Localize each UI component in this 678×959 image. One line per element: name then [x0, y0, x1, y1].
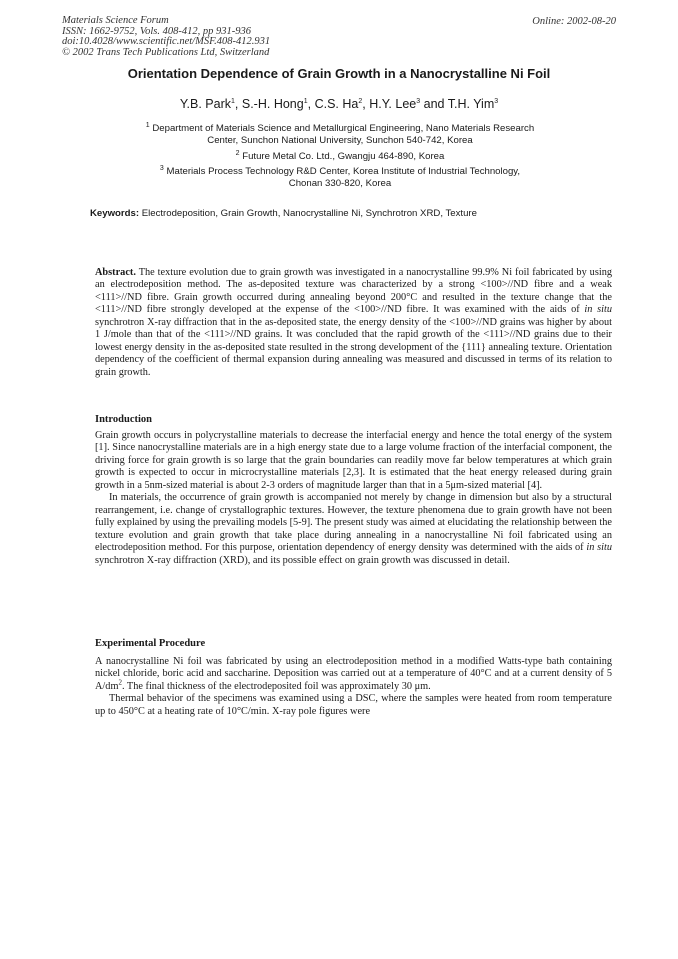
exp-text: A nanocrystalline Ni foil was fabricated by using an electrodeposition method in a modified Watts-type bath containing nickel chloride, boric acid and saccharine. Deposition was carried out at a temperature of 40°C and at a current density of 5 A/dm [95, 656, 612, 692]
introduction-body [95, 430, 612, 567]
affil-text: Chonan 330-820, Korea [288, 178, 392, 189]
author-affil-sup: 2 [358, 97, 363, 105]
online-date: Online: 2002-08-20 [532, 16, 616, 27]
author-name: T.H. Yim [447, 97, 495, 111]
author-affil-sup: 1 [231, 97, 235, 105]
experimental-heading: Experimental Procedure [95, 638, 206, 649]
experimental-body [95, 656, 612, 718]
author-name: Y.B. Park [179, 97, 232, 111]
abstract-label: Abstract. [95, 267, 136, 278]
intro-paragraph: Grain growth occurs in polycrystalline materials to decrease the interfacial energy and hence the total energy of the system [1]. Since nanocrystalline materials are in a high energy state due to a large volume fraction of the interfacial component, the driving force for grain growth is so large that the grain boundaries can readily move far below temperatures at which grain growth is expected to occur in microcrystalline materials [2,3]. It is estimated that the heat energy released during grain growth in a 5nm-sized material is about 2-3 orders of magnitude larger than that in a 5μm-sized material [4]. [95, 430, 612, 491]
affiliation-1 [90, 123, 590, 147]
abstract-text: synchrotron X-ray diffraction that in the as-deposited state, the energy density of the <100>//ND grains was higher by about 1 J/mole than that of the <111>//ND grains. It was concluded that the rapid growth of the <111>//ND grains due to their lowest energy density in the as-deposited state resulted in the strong development of the {111} annealing texture. Orientation dependency of the coefficient of thermal expansion during annealing was measured and discussed in terms of its relation to grain growth. [95, 316, 612, 378]
copyright-line: © 2002 Trans Tech Publications Ltd, Switzerland [62, 46, 270, 58]
affil-text: Center, Sunchon National University, Sunchon 540-742, Korea [207, 135, 473, 146]
intro-emphasis: in situ [586, 542, 612, 554]
intro-text: synchrotron X-ray diffraction (XRD), and its possible effect on grain growth was discussed in detail. [95, 554, 510, 566]
affil-text: Materials Process Technology R&D Center, Korea Institute of Industrial Technology, [166, 166, 521, 177]
journal-name: Materials Science Forum [62, 15, 169, 26]
journal-header [62, 16, 270, 58]
author-name: C.S. Ha [314, 97, 359, 111]
abstract-emphasis: in situ [584, 304, 612, 316]
keywords-text: Electrodeposition, Grain Growth, Nanocrystalline Ni, Synchrotron XRD, Texture [141, 208, 477, 219]
affil-number: 2 [235, 149, 240, 157]
affil-number: 3 [159, 164, 164, 172]
exp-sup: 2 [118, 678, 122, 687]
abstract-text: The texture evolution due to grain growth was investigated in a nanocrystalline 99.9% Ni foil fabricated by using an electrodeposition method. The as-deposited texture was characterized by a strong <100>//ND fibre and a weak <111>//ND fibre. Grain growth occurred during annealing beyond 200°C and resulted in the texture change that the <111>//ND fibre strongly developed at the expense of the <100>//ND fibre. It was examined with the aids of [95, 267, 612, 316]
intro-text: In materials, the occurrence of grain growth is accompanied not merely by change in dimension but also by a structural rearrangement, i.e. change of crystallographic textures. However, the texture phenomena due to grain growth have not been fully explained by using the prevailing models [5-9]. The present study was aimed at elucidating the relationship between the texture evolution and grain growth that take place during annealing in a nanocrystalline Ni foil fabricated using an electrodeposition method. For this purpose, orientation dependency of energy density was determined with the aids of [95, 492, 612, 554]
intro-paragraph [95, 492, 612, 567]
abstract [95, 267, 612, 379]
issn-line: ISSN: 1662-9752, Vols. 408-412, pp 931-936 [62, 25, 251, 37]
keywords-label: Keywords: [90, 208, 140, 219]
exp-paragraph [95, 656, 612, 693]
author-name: S.-H. Hong [241, 97, 304, 111]
author-separator: , [234, 97, 242, 111]
keywords [90, 208, 610, 219]
author-separator: and [420, 97, 448, 111]
affiliation-2 [90, 151, 590, 163]
affil-text: Department of Materials Science and Metallurgical Engineering, Nano Materials Research [152, 123, 535, 134]
author-name: H.Y. Lee [369, 97, 417, 111]
author-list [0, 97, 678, 111]
author-separator: , [307, 97, 315, 111]
affil-number: 1 [145, 121, 150, 129]
introduction-heading: Introduction [95, 414, 152, 425]
exp-text: . The final thickness of the electrodeposited foil was approximately 30 μm. [121, 680, 431, 692]
author-separator: , [362, 97, 370, 111]
affiliation-3 [90, 166, 590, 190]
exp-paragraph: Thermal behavior of the specimens was examined using a DSC, where the samples were heated from room temperature up to 450°C at a heating rate of 10°C/min. X-ray pole figures were [95, 693, 612, 717]
author-affil-sup: 3 [416, 97, 421, 105]
author-affil-sup: 1 [303, 97, 308, 105]
paper-title: Orientation Dependence of Grain Growth in a Nanocrystalline Ni Foil [127, 66, 551, 81]
author-affil-sup: 3 [494, 97, 499, 105]
affil-text: Future Metal Co. Ltd., Gwangju 464-890, Korea [242, 151, 445, 162]
doi-line[interactable]: doi:10.4028/www.scientific.net/MSF.408-412.931 [62, 36, 271, 47]
